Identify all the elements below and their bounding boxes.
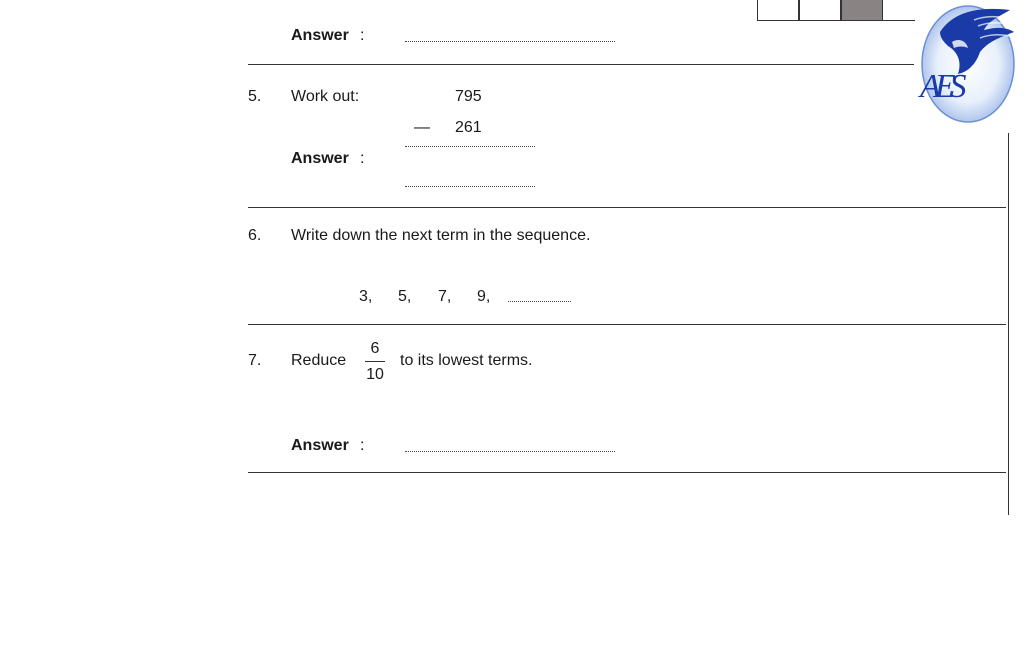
answer-label-top: Answer [291, 27, 349, 44]
question-7-number: 7. [248, 352, 262, 369]
question-5-working-line [405, 146, 535, 147]
question-7-prompt-after: to its lowest terms. [400, 352, 533, 369]
question-7-answer-line [405, 451, 615, 452]
question-5-operator: — [414, 119, 430, 136]
logo-letters: AES [920, 68, 961, 105]
marks-cell-3-filled [841, 0, 883, 21]
sequence-term-2: 5, [398, 288, 412, 305]
question-7-answer-colon: : [360, 437, 365, 454]
marks-cell-2 [799, 0, 841, 21]
question-5-subtrahend: 261 [455, 119, 482, 136]
divider-4 [248, 472, 1006, 473]
fraction-bar [365, 361, 385, 362]
question-7-answer-label: Answer [291, 437, 349, 454]
marks-cell-1 [757, 0, 799, 21]
question-6-number: 6. [248, 227, 262, 244]
question-5-minuend: 795 [455, 88, 482, 105]
question-6-prompt: Write down the next term in the sequence. [291, 227, 591, 244]
answer-colon-top: : [360, 27, 365, 44]
answer-line-top [405, 41, 615, 42]
question-7-prompt-before: Reduce [291, 352, 347, 369]
aes-logo [918, 2, 1018, 124]
divider-2 [248, 207, 1006, 208]
divider-1 [248, 64, 914, 65]
question-5-number: 5. [248, 88, 262, 105]
fraction-denominator: 10 [366, 366, 384, 383]
question-5-answer-line [405, 186, 535, 187]
question-5-answer-colon: : [360, 150, 365, 167]
question-6-answer-line [508, 301, 571, 302]
sequence-term-3: 7, [438, 288, 452, 305]
question-5-prompt: Work out: [291, 88, 360, 105]
divider-3 [248, 324, 1006, 325]
sequence-term-4: 9, [477, 288, 491, 305]
right-margin-line [1008, 133, 1009, 515]
marks-baseline [883, 20, 915, 21]
sequence-term-1: 3, [359, 288, 373, 305]
fraction-numerator: 6 [370, 340, 380, 357]
question-5-answer-label: Answer [291, 150, 349, 167]
